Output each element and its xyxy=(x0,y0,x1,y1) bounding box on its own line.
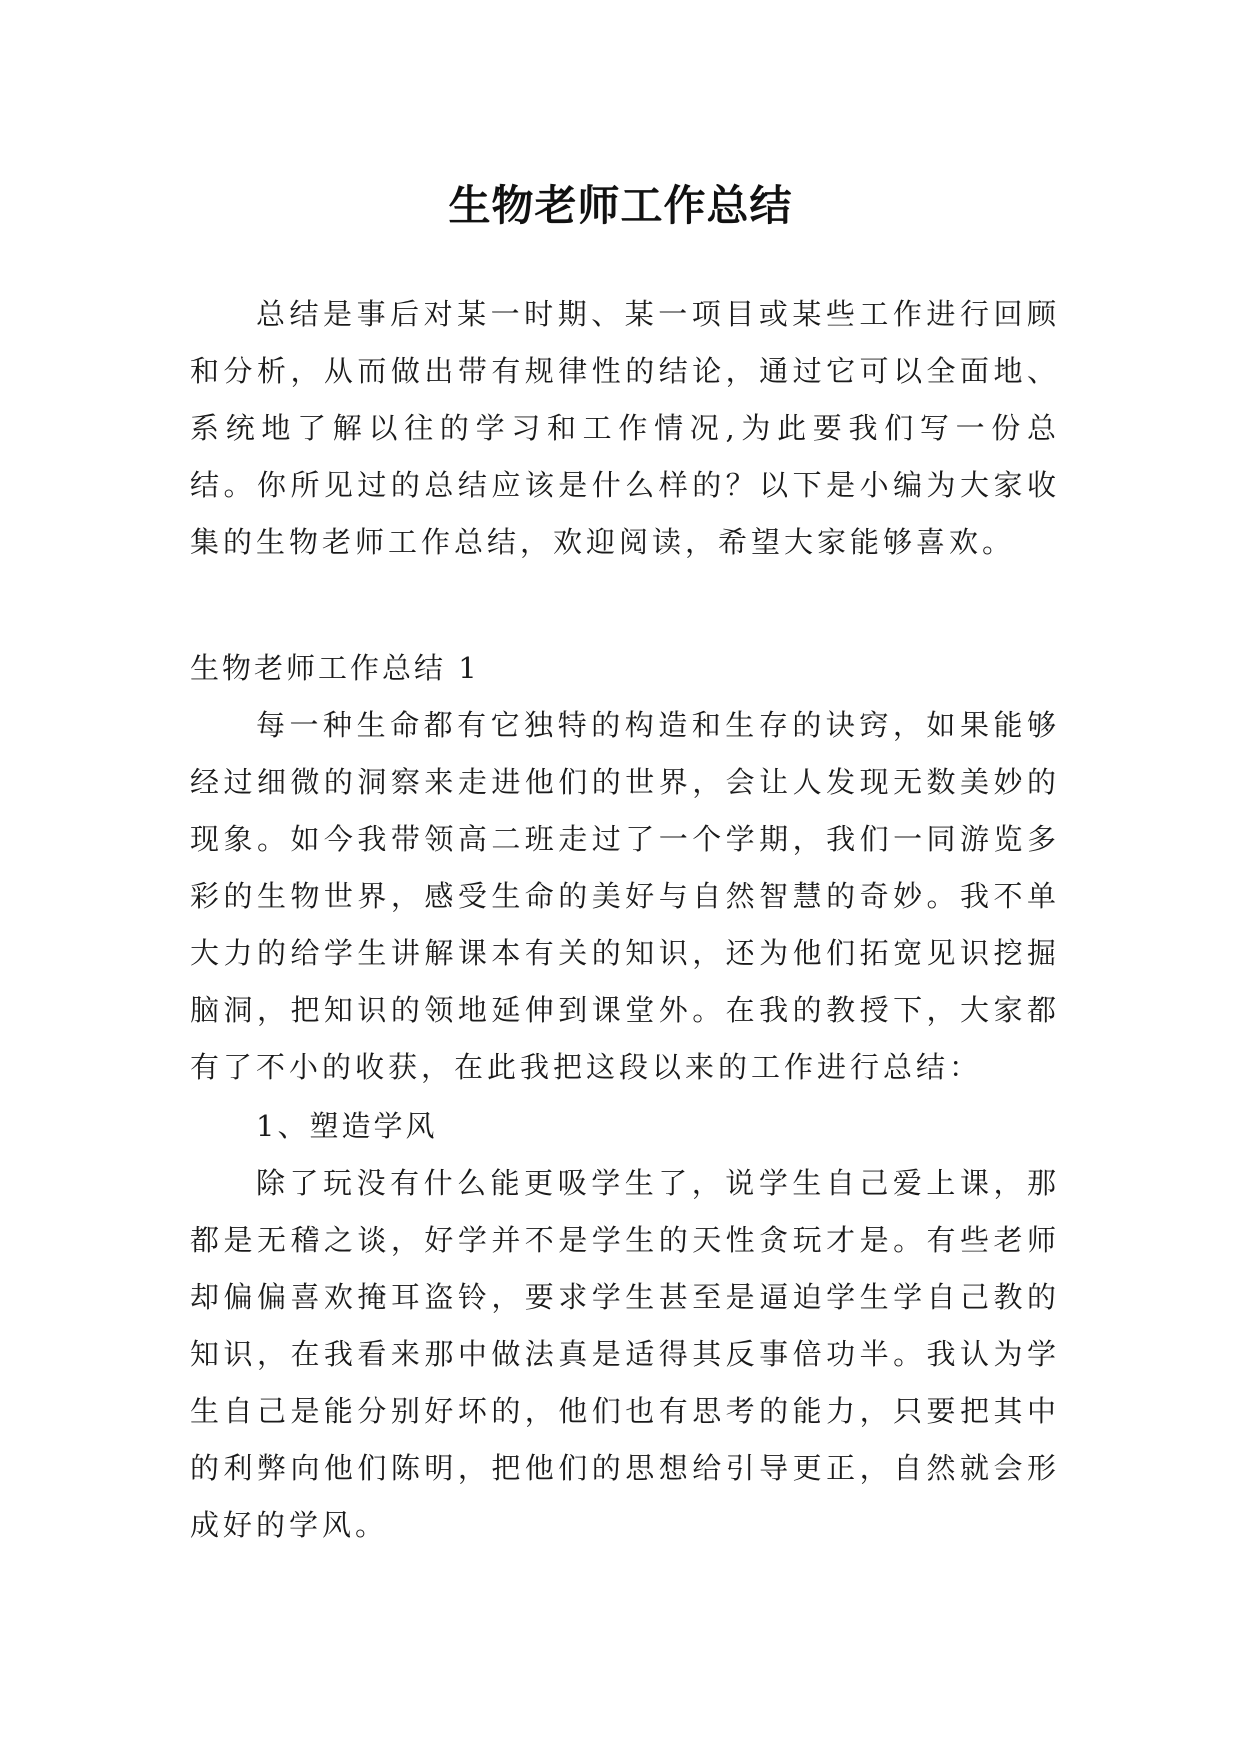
item-paragraph: 除了玩没有什么能更吸学生了，说学生自己爱上课，那都是无稽之谈，好学并不是学生的天性贪玩才是。有些老师却偏偏喜欢掩耳盗铃，要求学生甚至是逼迫学生学自己教的知识，在我看来那中做法真是适得其反事倍功半。我认为学生自己是能分别好坏的，他们也有思考的能力，只要把其中的利弊向他们陈明，把他们的思想给引导更正，自然就会形成好的学风。 xyxy=(190,1166,1060,1542)
section-heading: 生物老师工作总结 1 xyxy=(190,651,480,685)
item-heading: 1、塑造学风 xyxy=(256,1109,438,1143)
document-title: 生物老师工作总结 xyxy=(448,181,793,231)
section-paragraph: 每一种生命都有它独特的构造和生存的诀窍，如果能够经过细微的洞察来走进他们的世界，会让人发现无数美妙的现象。如今我带领高二班走过了一个学期，我们一同游览多彩的生物世界，感受生命的美好与自然智慧的奇妙。我不单大力的给学生讲解课本有关的知识，还为他们拓宽见识挖掘脑洞，把知识的领地延伸到课堂外。在我的教授下，大家都有了不小的收获，在此我把这段以来的工作进行总结： xyxy=(190,708,1060,1084)
intro-paragraph: 总结是事后对某一时期、某一项目或某些工作进行回顾和分析，从而做出带有规律性的结论，通过它可以全面地、系统地了解以往的学习和工作情况,为此要我们写一份总结。你所见过的总结应该是什么样的？以下是小编为大家收集的生物老师工作总结，欢迎阅读，希望大家能够喜欢。 xyxy=(190,297,1060,559)
